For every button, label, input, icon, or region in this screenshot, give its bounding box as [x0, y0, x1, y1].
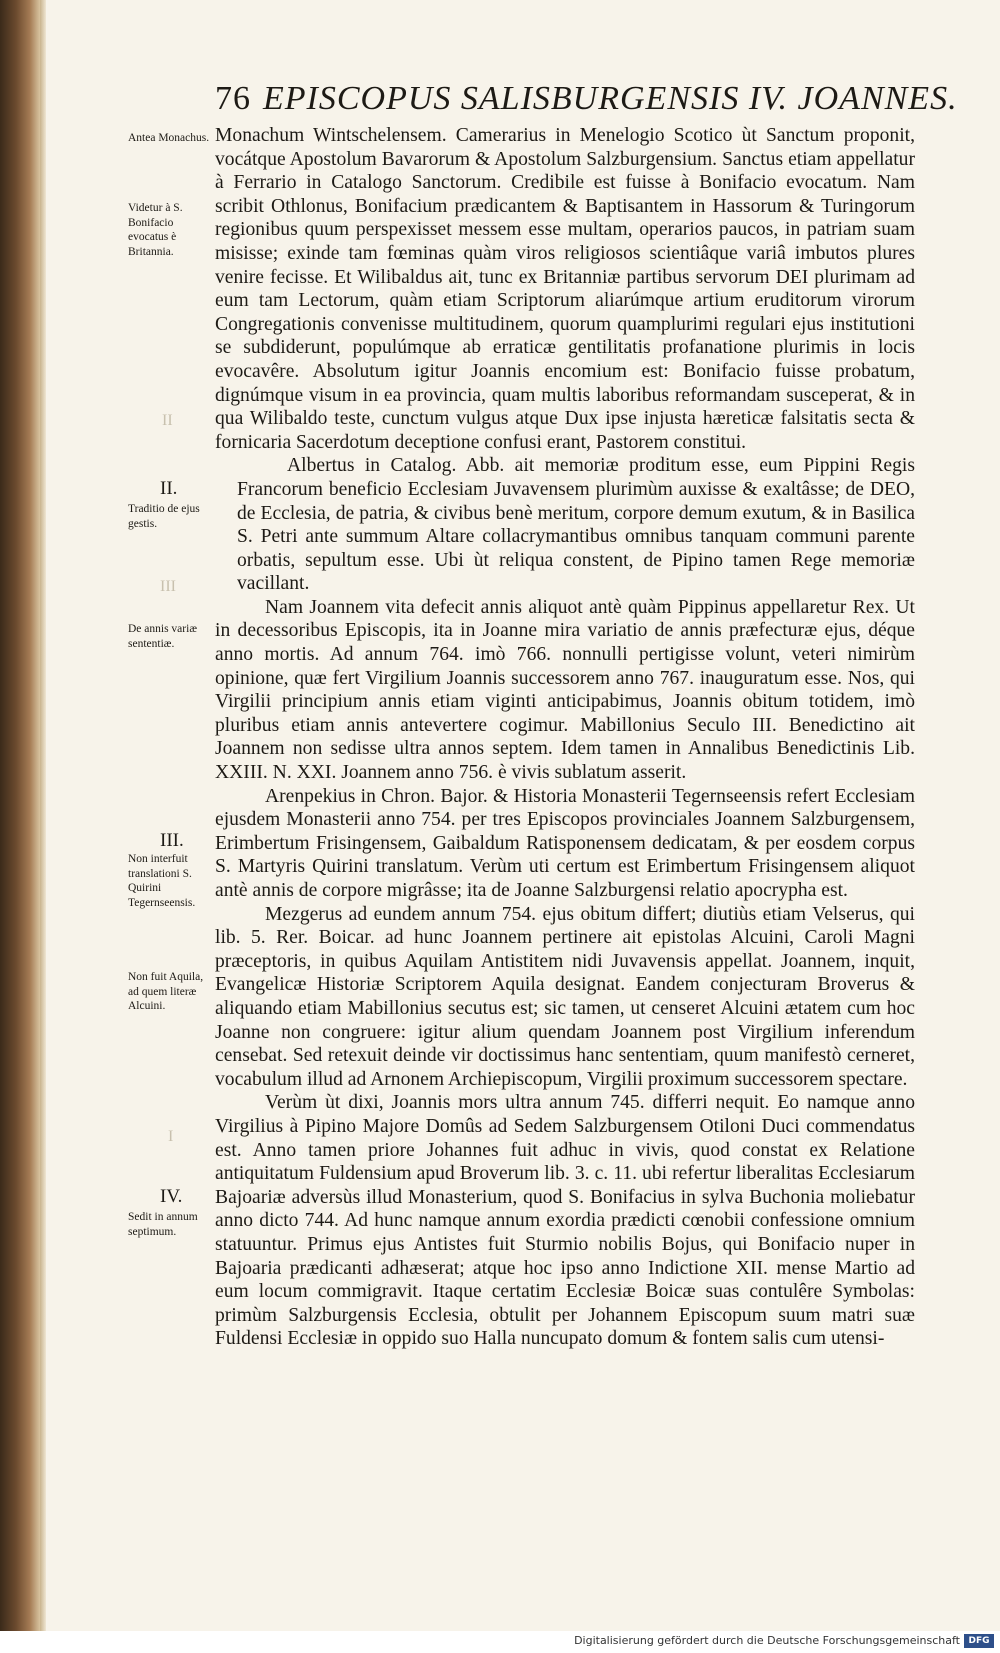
section-number: II. — [160, 478, 178, 499]
page-number: 76 — [215, 80, 251, 117]
margin-note: Antea Monachus. — [128, 132, 210, 144]
margin-note: De annis variæ sententiæ. — [128, 623, 197, 650]
page-edge — [40, 0, 46, 1653]
digitization-footer — [0, 1631, 1000, 1653]
margin-note: Traditio de ejus gestis. — [128, 503, 200, 530]
section-number: III. — [160, 830, 184, 851]
margin-note: Sedit in annum septimum. — [128, 1211, 198, 1238]
margin-note: Non interfuit translationi S. Quirini Tegernseensis. — [128, 853, 196, 909]
show-through-mark: I — [168, 1128, 174, 1145]
main-text — [215, 124, 915, 1351]
paragraph: Mezgerus ad eundem annum 754. ejus obitum differt; diutiùs etiam Velserus, qui lib. 5. Rer. Boicar. ad hunc Joannem pertinere ait epistolas Alcuini, Caroli Magni præceptoris, in quibus Aquilam Antistitem nidi Juvavensis appellat. Joannem, inquit, Evangelicæ Historiæ Scriptorem Aquila designat. Eandem conjecturam Broverus & aliquando etiam Mabillonius secutus est; sic tamen, ut censeret Alcuini ætatem cum hoc Joanne non congruere: igitur alium quendam Joannem post Virgilium inferendum censebat. Sed retexuit deinde vir doctissimus hanc sententiam, quum manifestò cerneret, vocabulum illud ad Arnonem Archiepiscopum, Virgilii proximum successorem spectare. — [215, 903, 915, 1090]
quoted-paragraph: Albertus in Catalog. Abb. ait memoriæ proditum esse, eum Pippini Regis Francorum beneficio Ecclesiam Juvavensem plurimùm auxisse & exaltâsse; de DEO, de Ecclesia, de patria, & civibus benè meritum, corpore demum exutum, & in Basilica S. Petri ante summum Altare collacrymantibus omnibus tanquam communi parente orbatis, sepultum esse. Ubi ùt reliqua constent, de Pipino tamen Rege memoriæ vacillant. — [237, 455, 915, 595]
section-number: IV. — [160, 1186, 183, 1207]
margin-note: Non fuit Aquila, ad quem literæ Alcuini. — [128, 971, 204, 1012]
paragraph: Arenpekius in Chron. Bajor. & Historia Monasterii Tegernseensis refert Ecclesiam ejusdem Monasterii anno 754. per tres Episcopos provinciales Joannem Salzburgensem, Erimbertum Frisingensem, Gaibaldum Ratisponensem dedicatam, & per eosdem corpus S. Martyris Quirini translatum. Verùm uti certum est Erimbertum Frisingensem aliquot antè annis de corpore migrâsse; ita de Joanne Salzburgensi relatio apocrypha est. — [215, 785, 915, 901]
page-title: EPISCOPUS SALISBURGENSIS IV. JOANNES. — [263, 80, 958, 117]
paragraph: Monachum Wintschelensem. Camerarius in Menelogio Scotico ùt Sanctum proponit, vocátque Apostolum Bavarorum & Apostolum Salzburgensium. Sanctus etiam appellatur à Ferrario in Catalogo Sanctorum. Credibile est fuisse à Bonifacio evocatum. Nam scribit Othlonus, Bonifacium prædicantem & Baptisantem in Hassorum & Turingorum regionibus quum perspexisset messem esse multam, operarios paucos, in patriam suam misisse; exinde tam fœminas quàm viros religiosos scientiâque variâ imbutos plures venire fecisse. Et Wilibaldus ait, tunc ex Britanniæ partibus servorum DEI plurimam ad eum tam Lectorum, quàm etiam Scriptorum aliarúmque artium eruditorum virorum Congregationis convenisse multitudinem, quorum quamplurimi regulari ejus institutioni se subdiderunt, populúmque ab erraticæ gentilitatis profanatione plurimis in locis evocavêre. Absolutum igitur Joannis encomium est: Bonifacio fuisse probatum, dignúmque visum in ea provincia, quam multis laboribus reformandam susceperat, & in qua Wilibaldo teste, cunctum vulgus atque Dux ipse injusta hæreticæ falsitatis secta & fornicaria Sacerdotum deceptione confusi erant, Pastorem constitui. — [215, 125, 915, 453]
funding-credit: Digitalisierung gefördert durch die Deutsche Forschungsgemeinschaft — [574, 1634, 960, 1647]
paragraph: Verùm ùt dixi, Joannis mors ultra annum 745. differri nequit. Eo namque anno Virgilius à Pipino Majore Domûs ad Sedem Salzburgensem Otiloni Duci commendatus est. Anno tamen priore Johannes fuit adhuc in vivis, quod constat ex Relatione antiquitatum Fuldensium apud Broverum lib. 3. c. 11. ubi refertur liberalitas Ecclesiarum Bajoariæ adversùs illud Monasterium, quod S. Bonifacius in sylva Buchonia moliebatur anno dicto 744. Ad hunc namque annum exordia prædicti cœnobii confessione omnium statuuntur. Primus ejus Antistes fuit Sturmio nobilis Bojus, qui Bonifacio nuper in Bajoaria prædicanti adhæserat; atque hoc ipso anno Indictione XII. mense Martio ad eum locum commigravit. Itaque certatim Ecclesiæ Boicæ suas contulêre Symbolas: primùm Salzburgensis Ecclesia, obtulit per Johannem Episcopum suum matri suæ Fuldensi Ecclesiæ in oppido suo Halla nuncupato domum & fontem salis cum utensi- — [215, 1092, 915, 1350]
margin-note: Videtur à S. Bonifacio evocatus è Britannia. — [128, 202, 183, 258]
dfg-logo: DFG — [964, 1634, 994, 1648]
running-header — [215, 80, 958, 118]
show-through-mark: II — [162, 412, 173, 429]
book-binding — [0, 0, 40, 1653]
paragraph: Nam Joannem vita defecit annis aliquot antè quàm Pippinus appellaretur Rex. Ut in decessoribus Episcopis, ita in Joanne mira variatio de annis præfecturæ ejus, déque anno mortis. Ad annum 764. imò 766. nonnulli pertigisse volunt, veteri nimirùm opinione, quæ fert Virgilium Joannis successorem anno 767. inauguratum esse. Nos, qui Virgilii principium annis etiam viginti anticipabimus, Joannis obitum totidem, imò pluribus etiam annis antevertere cogimur. Mabillonius Seculo III. Benedictino ait Joannem non sedisse ultra annos septem. Idem tamen in Annalibus Benedictinis Lib. XXIII. N. XXI. Joannem anno 756. è vivis sublatum asserit. — [215, 596, 915, 784]
show-through-mark: III — [160, 578, 176, 595]
